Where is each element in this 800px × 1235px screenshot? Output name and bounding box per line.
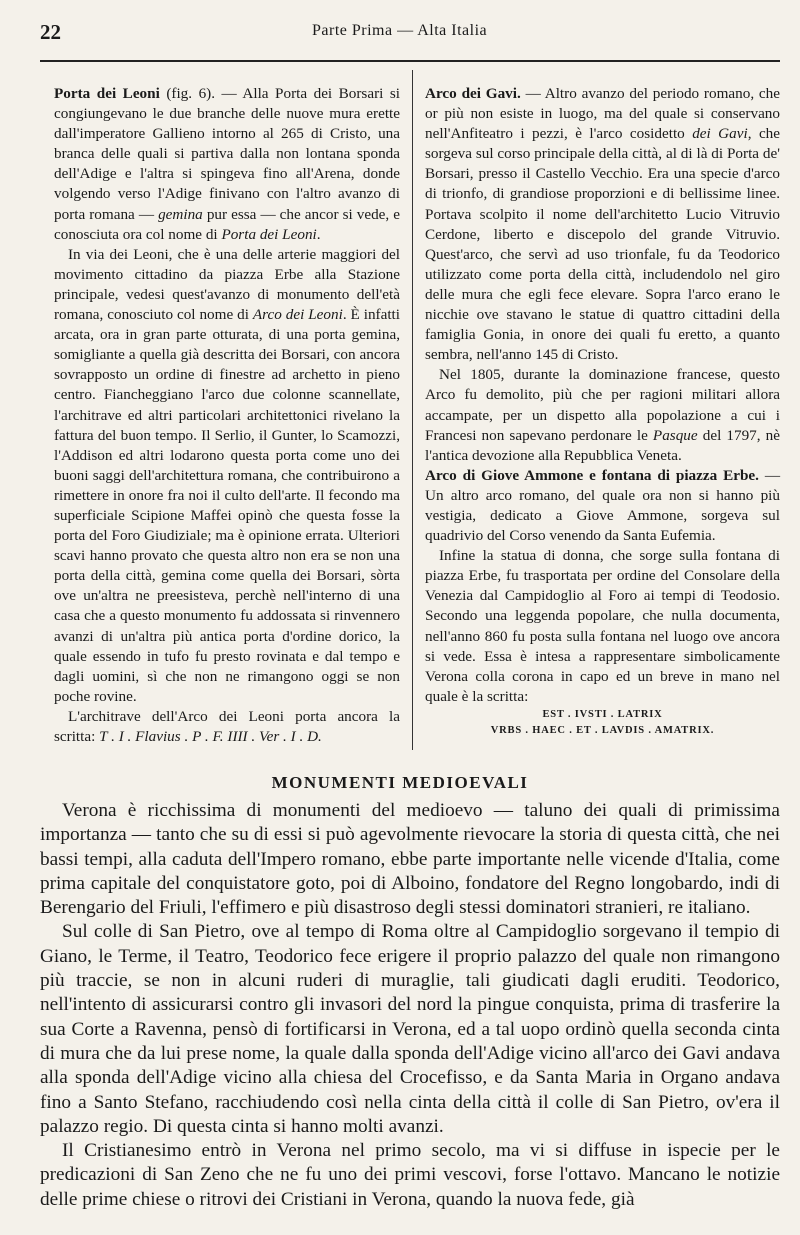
paragraph-statua: Infine la statua di donna, che sorge sulla fontana di piazza Erbe, fu trasportata per ordine del Consolare della Venezia dal Campidoglio al Foro ai tempi di Teodosio. Secondo una leggenda popolare, che nulla documenta, nell'anno 860 fu posta sulla fontana nel luogo ove ancora si vede. Essa è intesa a rappresentare simbolicamente Verona colla corona in capo ed un breve in mano nel quale è la scritta: xyxy=(425,547,780,705)
paragraph-1805: Nel 1805, durante la dominazione francese, questo Arco fu demolito, più che per ragioni militari allora accampate, per un dispetto alla popolazione a cui i Francesi non sapevano perdonare le Pasque del 1797, nè l'antica devozione alla Repubblica Veneta. xyxy=(425,366,781,464)
column-divider xyxy=(412,70,413,750)
heading-porta-dei-leoni: Porta dei Leoni xyxy=(54,85,160,102)
paragraph-architrave: L'architrave dell'Arco dei Leoni porta ancora la scritta: T . I . Flavius . P . F. IIII . Ver . I . D. xyxy=(54,707,400,745)
right-column xyxy=(425,84,780,739)
page-number: 22 xyxy=(40,20,61,44)
section-body xyxy=(40,799,780,1212)
running-title: Parte Prima — Alta Italia xyxy=(312,22,488,39)
paragraph-via-dei-leoni: In via dei Leoni, che è una delle arterie maggiori del movimento cittadino da piazza Erbe alla Stazione principale, vedesi quest'avanzo di monumento dell'età romana, conosciuto col nome di Arco dei Leoni. È infatti arcata, ora in gran parte otturata, di una porta gemina, somigliante a quella già descritta dei Borsari, con ancora sovrapposto un ordine di finestre ad archetto in pieno centro. Fiancheggiano l'arco due colonne scannellate, l'architrave ed altri particolari architettonici rivelano la fattura del buon tempo. Il Serlio, il Gunter, lo Scamozzi, l'Addison ed altri lodarono questa porta come uno dei buoni saggi dell'architettura romana, che contribuirono a rimettere in onore fra noi il culto dell'arte. Il fecondo ma superficiale Scipione Maffei opinò che questa fosse la porta del Foro Giudiziale; ma è opinione errata. Ulteriori scavi hanno provato che questa altro non era se non una porta della città, gemina come quella dei Borsari, sòrta ove un'altra ne preesisteva, perchè nell'interno di una casa che a questo monumento fu addossata si rinvennero avanzi di un'altra più antica porta d'ordine dorico, la quale essendo in tufo fu presto rovinata e dal tempo e dagli uomini, sì che non ne rimangono oggi se non poche rovine. xyxy=(54,245,400,705)
paragraph-giove-ammone: Arco di Giove Ammone e fontana di piazza Erbe. — Un altro arco romano, del quale ora non si hanno più vestigia, dedicato a Giove Ammone, sorgeva sul quadrivio del Corso venendo da Santa Eufemia. xyxy=(425,466,781,545)
section-paragraph: Verona è ricchissima di monumenti del medioevo — taluno dei quali di primissima importanza — tanto che su di essi si può agevolmente rievocare la storia di questa città, che nei bassi tempi, alla caduta dell'Impero romano, ebbe parte importante nelle vicende d'Italia, come prima capitale del conquistatore goto, poi di Alboino, fondatore del Regno longobardo, indi di Berengario del Friuli, l'effimero e più disastroso degli stessi dominatori stranieri, re italiano. xyxy=(40,800,780,919)
inscription-fontana: EST . IVSTI . LATRIX VRBS . HAEC . ET . LAVDIS . AMATRIX. xyxy=(490,708,715,736)
inscription-architrave: T . I . Flavius . P . F. IIII . Ver . I . D. xyxy=(99,728,322,745)
heading-giove-ammone: Arco di Giove Ammone e fontana di piazza Erbe. xyxy=(425,466,759,484)
section-paragraph: Sul colle di San Pietro, ove al tempo di Roma oltre al Campidoglio sorgevano il tempio di Giano, le Terme, il Teatro, Teodorico fece erigere il proprio palazzo del quale non rimangono più traccie, se non in alcuni ruderi di muraglie, tali giudicati dagli eruditi. Teodorico, nell'intento di assicurarsi contro gli invasori del nord la pingue conquista, prima di trasferire la sua Corte a Ravenna, pensò di fortificarsi in Verona, ed a tal uopo ordinò quella seconda cinta di mura che da lui prese nome, la quale dalla sponda dell'Adige vicino all'arco dei Gavi andava alla sponda dell'Adige vicino alla chiesa del Crocefisso, e da Santa Maria in Organo andava fino a Santo Stefano, racchiudendo così nella cinta della città il colle di San Pietro, ov'era il palazzo regio. Di questa cinta si hanno molti avanzi. xyxy=(40,921,780,1137)
paragraph-porta-dei-leoni: Porta dei Leoni (fig. 6). — Alla Porta dei Borsari si congiungevano le due branche delle nuove mura erette dall'imperatore Gallieno intorno al 265 di Cristo, una branca delle quali si partiva dalla non lontana sponda dell'Adige e l'altra si spingeva fino all'Arena, donde volgendo verso l'Adige finivano con l'altro avanzo di porta romana — gemina pur essa — che ancor si vede, e conosciuta ora col nome di Porta dei Leoni. xyxy=(54,85,401,243)
header-rule xyxy=(40,60,780,62)
left-column xyxy=(54,84,400,747)
page-header xyxy=(40,18,780,48)
paragraph-arco-dei-gavi: Arco dei Gavi. — Altro avanzo del periodo romano, che or più non esiste in luogo, ma del quale si conservano nell'Anfiteatro i pezzi, è l'arco cosidetto dei Gavi, che sorgeva sul corso principale della città, al di là di Porta de' Borsari, presso il Castello Vecchio. Era una specie d'arco di trionfo, di grandiose proporzioni e di bellissime linee. Portava scolpito il nome dell'architetto Lucio Vitruvio Cerdone, liberto e discepolo del grande Vitruvio. Quest'arco, che servì ad uso trionfale, fu da Teodorico utilizzato come porta della città, includendolo nel giro delle mura che egli fece elevare. Sopra l'arco erano le nicchie ove stavano le statue di quattro cittadini della famiglia Gonia, in onore dei quali fu eretto, a quanto sembra, nell'anno 145 di Cristo. xyxy=(425,85,781,364)
section-title: MONUMENTI MEDIOEVALI xyxy=(271,773,529,792)
section-paragraph: Il Cristianesimo entrò in Verona nel primo secolo, ma vi si diffuse in ispecie per le predicazioni di San Zeno che ne fu uno dei primi vescovi, forse l'ottavo. Mancano le notizie delle prime chiese o ritrovi dei Cristiani in Verona, quando la nuova fede, già xyxy=(40,1140,780,1210)
heading-arco-dei-gavi: Arco dei Gavi. xyxy=(425,85,521,102)
